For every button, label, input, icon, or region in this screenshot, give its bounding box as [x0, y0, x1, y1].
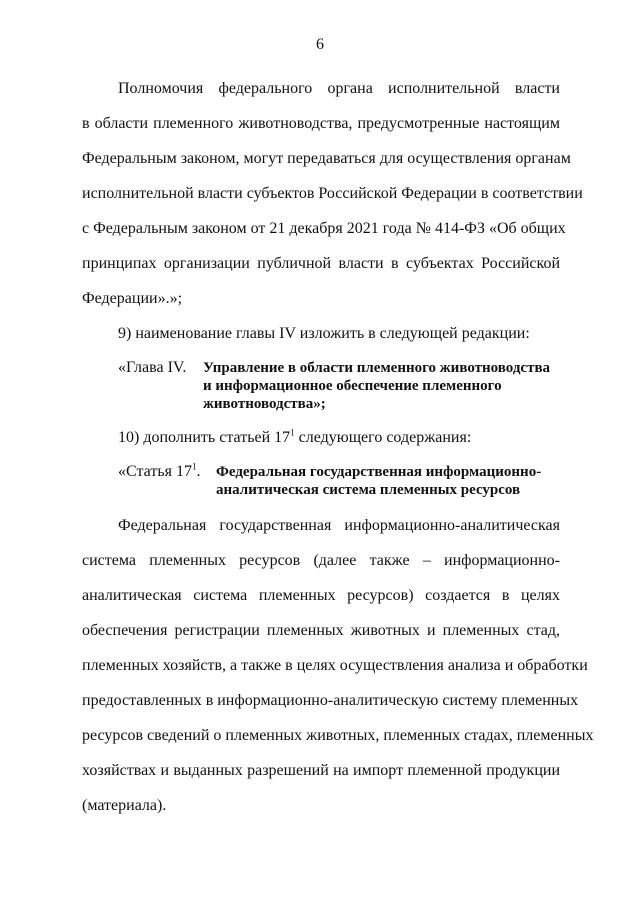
amendment-item-10 — [118, 428, 560, 448]
chapter-title-line: животноводства»; — [203, 396, 326, 412]
paragraph-line: Федеральным законом, могут передаваться для осуществления органам — [82, 150, 571, 167]
paragraph-line: хозяйствах и выданных разрешений на импорт племенной продукции — [82, 762, 560, 779]
item-10-text: 10) дополнить статьей 17 — [118, 429, 291, 446]
paragraph-line: система племенных ресурсов (далее также – информационно- — [82, 552, 560, 569]
paragraph-line: обеспечения регистрации племенных животных и племенных стад, — [82, 622, 560, 639]
amendment-item-9: 9) наименование главы IV изложить в следующей редакции: — [118, 325, 530, 342]
paragraph-line: с Федеральным законом от 21 декабря 2021 года № 414-ФЗ «Об общих — [82, 220, 566, 237]
paragraph-line: ресурсов сведений о племенных животных, племенных стадах, племенных — [82, 727, 594, 744]
article-title-line: Федеральная государственная информационно- — [216, 464, 542, 480]
paragraph-line: Федерации».»; — [82, 290, 183, 307]
chapter-title-line: и информационное обеспечение племенного — [203, 378, 502, 394]
paragraph-line: (материала). — [82, 797, 167, 814]
paragraph-line: в области племенного животноводства, предусмотренные настоящим — [82, 115, 560, 132]
article-label-dot: . — [196, 463, 201, 480]
paragraph-line: Федеральная государственная информационно-аналитическая — [118, 517, 560, 534]
paragraph-line: предоставленных в информационно-аналитическую систему племенных — [82, 692, 579, 709]
article-title-line: аналитическая система племенных ресурсов — [216, 482, 521, 498]
article-label-text: «Статья 17 — [118, 463, 192, 480]
paragraph-line: аналитическая система племенных ресурсов) создается в целях — [82, 587, 560, 604]
item-10-superscript: 1 — [290, 427, 295, 438]
paragraph-line: племенных хозяйств, а также в целях осуществления анализа и обработки — [82, 657, 588, 674]
chapter-label: «Глава IV. — [118, 359, 187, 376]
paragraph-line: принципах организации публичной власти в субъектах Российской — [82, 255, 560, 272]
paragraph-line: Полномочия федерального органа исполнительной власти — [118, 80, 560, 97]
article-label-superscript: 1 — [191, 461, 197, 472]
article-label — [118, 462, 200, 482]
page-number: 6 — [316, 36, 324, 53]
item-10-text-end: следующего содержания: — [294, 429, 472, 446]
paragraph-line: исполнительной власти субъектов Российской Федерации в соответствии — [82, 185, 583, 202]
chapter-title-line: Управление в области племенного животноводства — [203, 360, 551, 376]
